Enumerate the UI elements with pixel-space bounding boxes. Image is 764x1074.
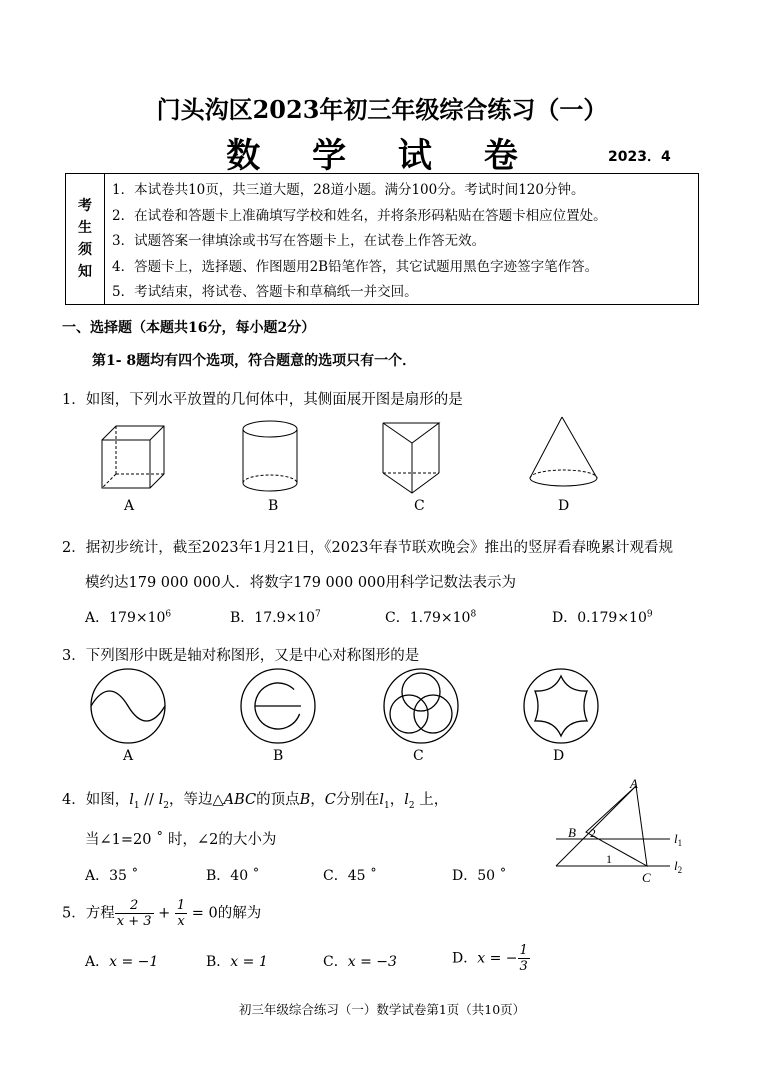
notice-item: 3．试题答案一律填涂或书写在答题卡上，在试卷上作答无效。 (112, 233, 486, 249)
text-segment: 分别在 (335, 792, 380, 808)
fraction-den: x + 3 (116, 914, 152, 929)
option-value: x = −3 (347, 954, 397, 970)
option-letter: C． (385, 610, 410, 626)
cone-figure (530, 417, 597, 486)
option-value: x = − (477, 950, 518, 967)
section-heading: 一、选择题（本题共16分，每小题2分） (62, 320, 316, 336)
question-5-option-c (323, 951, 397, 971)
fraction (518, 943, 530, 974)
question-4-option-c: C．45 ˚ (323, 868, 377, 884)
question-2-line2: 模约达179 000 000人．将数字179 000 000用科学记数法表示为 (85, 575, 516, 591)
option-value: 17.9×10 (254, 610, 316, 626)
question-5-stem (62, 898, 261, 929)
fig-label-c: C (642, 870, 651, 885)
math-var: C (324, 792, 336, 808)
option-letter: C． (323, 954, 348, 970)
option-value: x = 1 (230, 954, 268, 970)
fraction (175, 898, 187, 929)
question-1-stem: 1．如图，下列水平放置的几何体中，其侧面展开图是扇形的是 (62, 392, 463, 408)
notice-label-char: 考 (78, 198, 92, 214)
option-exponent: 9 (646, 609, 653, 620)
question-2-option-c (385, 607, 476, 627)
math-sub: 2 (408, 800, 415, 811)
fig-angle-2: 2 (590, 826, 596, 840)
question-2-option-b (230, 607, 321, 627)
question-4-line2: 当∠1=20 ˚ 时，∠2的大小为 (85, 832, 277, 848)
math-var: l (129, 792, 134, 808)
text-segment: 4．如图， (62, 792, 130, 808)
figure-label: B (268, 498, 279, 514)
cube-figure (102, 426, 164, 488)
notice-label (66, 174, 105, 304)
fraction-num: 1 (176, 898, 186, 913)
fig-angle-1: 1 (606, 852, 612, 866)
question-4-option-a: A．35 ˚ (85, 868, 139, 884)
figure-label: C (414, 498, 425, 514)
symmetry-figure-a (91, 669, 165, 743)
text-segment: = 0的解为 (187, 905, 262, 922)
option-exponent: 6 (165, 609, 172, 620)
option-exponent: 7 (315, 609, 321, 620)
prism-figure (383, 423, 439, 493)
question-4-figure (550, 775, 700, 887)
text-segment: 5．方程 (62, 905, 115, 922)
option-letter: A． (85, 610, 110, 626)
exam-title-region: 门头沟区2023年初三年级综合练习（一） (156, 95, 608, 124)
question-2-option-a (85, 607, 171, 627)
notice-label-char: 须 (78, 242, 92, 258)
figure-label: A (123, 748, 134, 764)
notice-item: 5．考试结束，将试卷、答题卡和草稿纸一并交回。 (112, 284, 418, 300)
symmetry-figure-d (524, 669, 598, 743)
notice-box (65, 173, 699, 305)
text-segment: ， (310, 792, 325, 808)
question-3-stem: 3．下列图形中既是轴对称图形，又是中心对称图形的是 (62, 648, 420, 664)
math-sub: 1 (133, 800, 140, 811)
notice-item: 2．在试卷和答题卡上准确填写学校和姓名，并将条形码粘贴在答题卡相应位置处。 (112, 207, 607, 224)
page-footer: 初三年级综合练习（一）数学试卷第1页（共10页） (238, 1002, 526, 1017)
exam-date: 2023．4 (608, 149, 671, 165)
question-3-figures (88, 668, 608, 748)
section-instruction: 第1- 8题均有四个选项，符合题意的选项只有一个． (92, 353, 417, 369)
figure-label: D (558, 498, 570, 514)
question-5-option-b (206, 951, 268, 971)
text-segment: + (153, 905, 175, 922)
text-segment: ，等边△ (168, 792, 224, 808)
question-4-option-d: D．50 ˚ (452, 868, 507, 884)
option-letter: D． (452, 950, 478, 967)
option-letter: D． (552, 610, 578, 626)
notice-label-char: 知 (78, 264, 92, 280)
notice-label-char: 生 (78, 220, 92, 236)
exam-title-subject: 数 学 试 卷 (226, 136, 538, 176)
question-4-option-b: B．40 ˚ (206, 868, 260, 884)
text-segment: ， (389, 792, 405, 808)
figure-label: B (273, 748, 284, 764)
fraction (115, 898, 154, 929)
fraction-den: x (177, 914, 185, 929)
option-value: 0.179×10 (577, 610, 647, 626)
option-exponent: 8 (470, 609, 477, 620)
cylinder-figure (243, 421, 297, 491)
math-var: l (404, 792, 409, 808)
fig-label-a: A (630, 776, 638, 791)
fraction-num: 1 (519, 943, 528, 958)
symmetry-figure-b (241, 669, 315, 743)
text-segment: 的顶点 (256, 792, 300, 808)
fig-label-l1: $l_1$ (674, 831, 683, 848)
option-letter: B． (206, 954, 231, 970)
fig-label-l2: $l_2$ (674, 858, 683, 875)
symmetry-figure-c (384, 669, 458, 743)
fraction-den: 3 (519, 959, 528, 974)
question-5-option-a (85, 951, 158, 971)
fraction-num: 2 (115, 898, 154, 914)
option-value: 179×10 (109, 610, 166, 626)
option-letter: B． (230, 610, 255, 626)
figure-label: A (124, 498, 135, 514)
notice-item: 1．本试卷共10页，共三道大题，28道小题。满分100分。考试时间120分钟。 (112, 182, 585, 198)
math-sub: 1 (384, 800, 390, 811)
option-value: x = −1 (109, 954, 159, 970)
figure-label: D (553, 748, 565, 764)
text-segment: // (139, 792, 159, 808)
notice-items (112, 178, 694, 306)
math-var: ABC (223, 792, 257, 808)
option-letter: A． (85, 954, 110, 970)
notice-item: 4．答题卡上，选择题、作图题用2B铅笔作答，其它试题用黑色字迹签字笔作答。 (112, 258, 599, 275)
text-segment: 上， (414, 792, 449, 808)
question-2-option-d (552, 607, 653, 627)
math-var: B (299, 792, 311, 808)
question-5-option-d (452, 943, 530, 974)
option-value: 1.79×10 (409, 610, 471, 626)
question-4-line1 (62, 788, 448, 811)
figure-label: C (413, 748, 424, 764)
question-2-line1: 2．据初步统计，截至2023年1月21日，《2023年春节联欢晚会》推出的竖屏看春晚累计观看规 (62, 540, 673, 556)
question-1-figures (90, 415, 630, 500)
math-var: l (379, 792, 385, 808)
math-sub: 2 (163, 800, 169, 811)
math-var: l (158, 792, 164, 808)
fig-label-b: B (568, 825, 576, 840)
